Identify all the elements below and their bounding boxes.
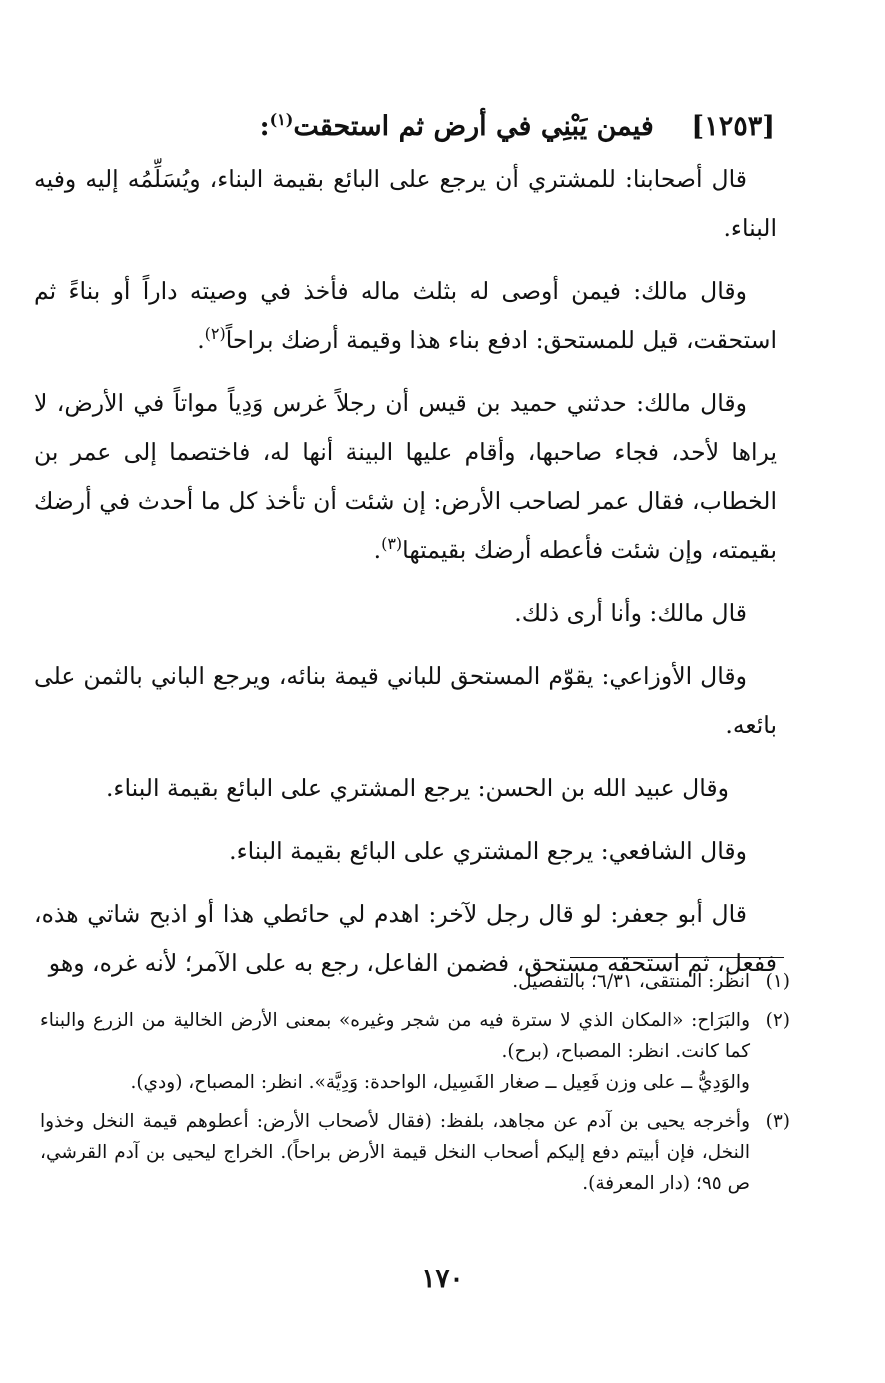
footnote-number: (٢) (765, 1010, 790, 1031)
footnote-number: (٣) (765, 1111, 790, 1132)
section-heading (34, 105, 777, 149)
section-title: فيمن يَبْنِي في أرض ثم استحقت (293, 111, 654, 142)
paragraph: وقال الأوزاعي: يقوّم المستحق للباني قيمة بنائه، ويرجع الباني بالثمن على بائعه. (34, 662, 777, 739)
paragraph: قال أبو جعفر: لو قال رجل لآخر: اهدم لي حائطي هذا أو اذبح شاتي هذه، ففعل، ثم استحقه مستحق، فضمن الفاعل، رجع به على الآمر؛ لأنه غره، وهو (34, 900, 777, 977)
paragraph: وقال مالك: فيمن أوصى له بثلث ماله فأخذ في وصيته داراً أو بناءً ثم استحقت، قيل للمستحق: ادفع بناء هذا وقيمة أرضك براحاً$^{(٢)}$. (34, 277, 777, 354)
footnote-number: (١) (765, 971, 790, 992)
page-number: ١٧٠ (421, 1264, 464, 1294)
paragraph: قال مالك: وأنا أرى ذلك. (514, 599, 747, 627)
footnote-marker: (٢) (204, 324, 226, 344)
footnote-marker: (١) (269, 110, 294, 129)
footnote-text: انظر: المنتقى، ٦/٣١؛ بالتفصيل. (512, 971, 750, 992)
main-text (34, 155, 777, 988)
footnote-3 (40, 1106, 790, 1199)
paragraph: قال أصحابنا: للمشتري أن يرجع على البائع بقيمة البناء، ويُسَلِّمُه إليه وفيه البناء. (34, 165, 777, 242)
footnote-divider (570, 957, 784, 958)
footnotes (40, 966, 790, 1207)
paragraph: وقال مالك: حدثني حميد بن قيس أن رجلاً غرس وَدِياً مواتاً في الأرض، لا يراها لأحد، فجاء صاحبها، وأقام عليها البينة أنها له، فاختصما إلى عمر بن الخطاب، فقال عمر لصاحب الأرض: إن شئت أن تأخذ كل ما أحدث في أرضك بقيمته، وإن شئت فأعطه أرضك بقيمتها$^{(٣)}$. (34, 389, 777, 564)
paragraph: وقال الشافعي: يرجع المشتري على البائع بقيمة البناء. (229, 837, 747, 865)
footnote-2 (40, 1005, 790, 1098)
footnote-1 (40, 966, 790, 997)
section-number: [١٢٥٣] (691, 111, 775, 142)
footnote-text: وأخرجه يحيى بن آدم عن مجاهد، بلفظ: (فقال لأصحاب الأرض: أعطوهم قيمة النخل وخذوا النخل، فإن أبيتم دفع إليكم أصحاب النخل قيمة الأرض براحاً). الخراج ليحيى بن آدم القرشي، ص ٩٥؛ (دار المعرفة). (40, 1111, 751, 1194)
footnote-text: والوَدِيُّ ــ على وزن فَعِيل ــ صغار الفَسِيل، الواحدة: وَدِيَّة». انظر: المصباح، (ودي). (130, 1072, 750, 1093)
footnote-text: والبَرَاح: «المكان الذي لا سترة فيه من شجر وغيره» بمعنى الأرض الخالية من الزرع والبناء كما كانت. انظر: المصباح، (برح). (40, 1010, 750, 1062)
heading-colon: : (259, 111, 270, 142)
footnote-marker: (٣) (381, 534, 403, 554)
paragraph: وقال عبيد الله بن الحسن: يرجع المشتري على البائع بقيمة البناء. (105, 774, 729, 802)
